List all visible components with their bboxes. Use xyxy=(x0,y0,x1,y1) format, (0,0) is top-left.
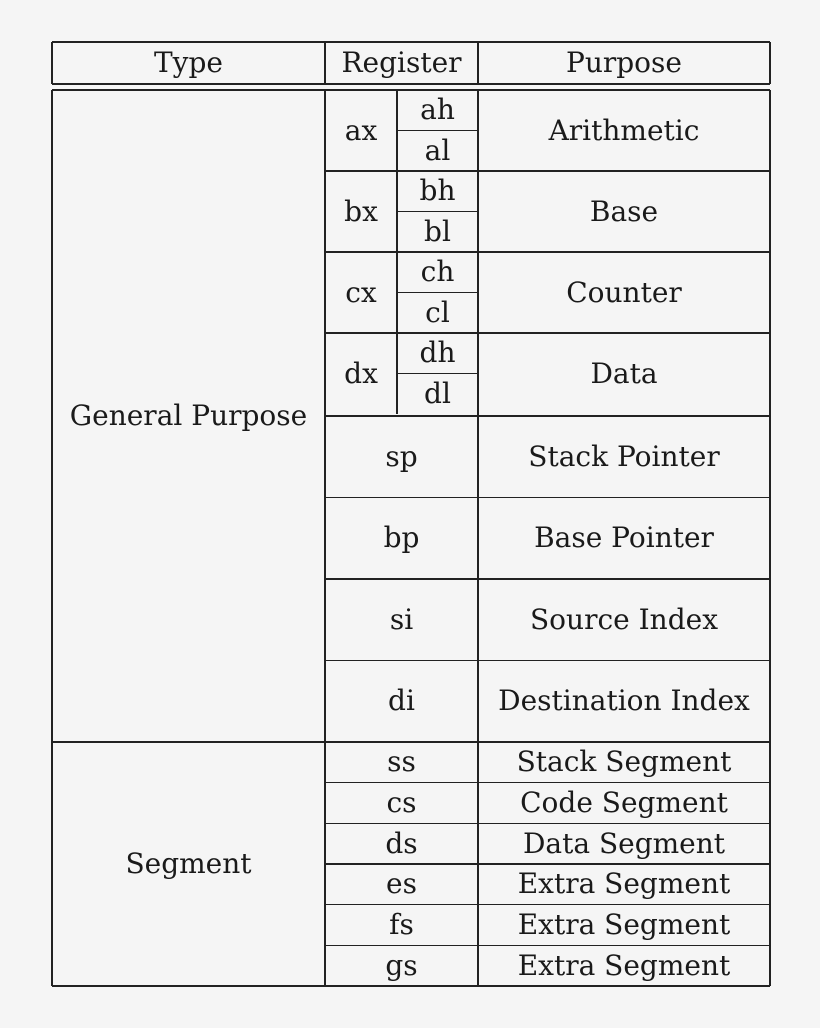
register-cs: cs xyxy=(386,785,417,819)
purpose-bp: Base Pointer xyxy=(534,521,714,555)
purpose-cs: Code Segment xyxy=(520,785,728,819)
register-fs: fs xyxy=(389,908,414,941)
purpose-ds: Data Segment xyxy=(522,826,726,860)
purpose-bx: Base xyxy=(589,194,659,228)
register-dh: dh xyxy=(419,336,456,370)
register-dx: dx xyxy=(344,356,378,390)
register-si: si xyxy=(389,602,414,636)
register-al: al xyxy=(424,133,451,167)
register-ah: ah xyxy=(420,93,455,127)
type-general-purpose: General Purpose xyxy=(69,399,308,432)
purpose-gs: Extra Segment xyxy=(517,948,731,982)
register-bh: bh xyxy=(419,174,456,208)
register-di: di xyxy=(388,684,415,718)
purpose-di: Destination Index xyxy=(498,684,750,718)
register-ds: ds xyxy=(385,826,418,860)
header-purpose: Purpose xyxy=(566,46,682,79)
register-cl: cl xyxy=(425,295,450,329)
register-es: es xyxy=(386,867,417,901)
register-ch: ch xyxy=(420,255,455,289)
purpose-dx: Data xyxy=(590,356,658,390)
purpose-si: Source Index xyxy=(530,602,718,636)
purpose-ss: Stack Segment xyxy=(516,745,732,779)
register-cx: cx xyxy=(345,275,377,309)
header-register: Register xyxy=(341,46,462,79)
register-ax: ax xyxy=(344,113,378,147)
purpose-ax: Arithmetic xyxy=(548,113,700,147)
header-type: Type xyxy=(154,46,223,79)
register-dl: dl xyxy=(424,376,451,410)
purpose-fs: Extra Segment xyxy=(517,908,731,941)
register-bl: bl xyxy=(424,214,451,248)
register-bp: bp xyxy=(383,521,420,555)
type-segment: Segment xyxy=(125,847,252,880)
purpose-cx: Counter xyxy=(566,275,682,309)
register-ss: ss xyxy=(387,745,416,779)
register-gs: gs xyxy=(385,948,418,982)
register-bx: bx xyxy=(344,194,378,228)
register-sp: sp xyxy=(385,439,418,473)
purpose-es: Extra Segment xyxy=(517,867,731,901)
purpose-sp: Stack Pointer xyxy=(528,439,720,473)
